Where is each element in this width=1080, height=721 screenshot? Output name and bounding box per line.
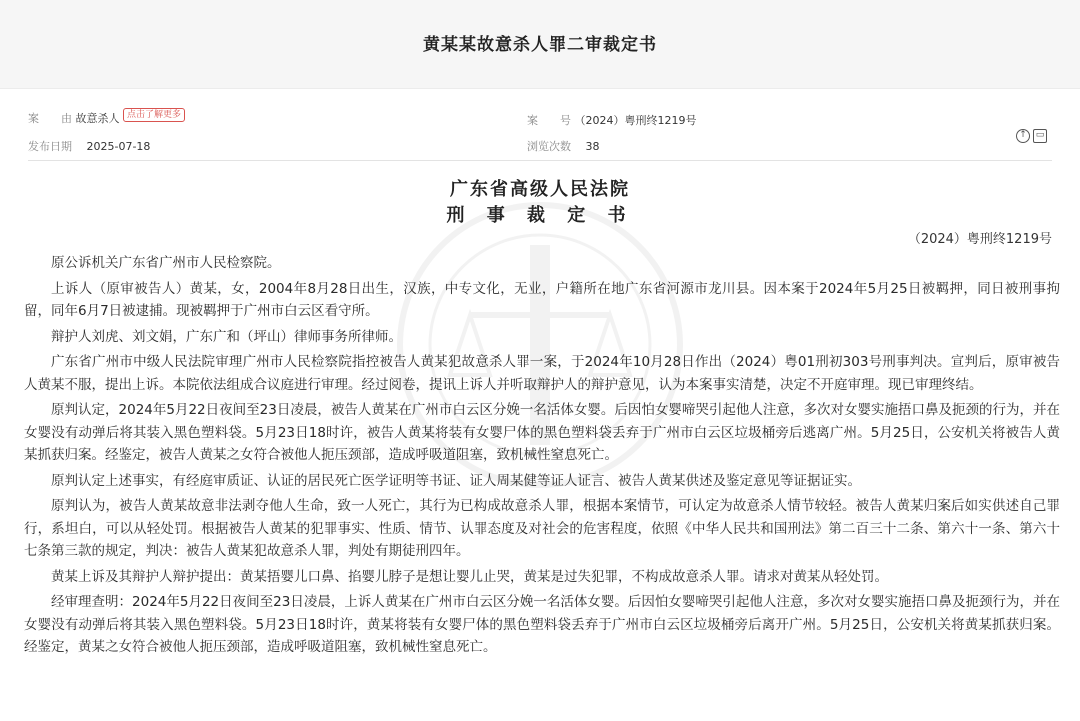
meta-cause — [28, 110, 185, 127]
document-type: 刑 事 裁 定 书 — [446, 205, 634, 226]
caseno-label: 案 号 — [527, 114, 571, 127]
printer-icon[interactable]: ▭ — [1033, 129, 1047, 143]
views-value: 38 — [585, 140, 600, 153]
views-label: 浏览次数 — [527, 140, 571, 153]
caseno-value: （2024）粤刑终1219号 — [574, 114, 697, 127]
meta-caseno — [527, 112, 697, 128]
paragraph: 上诉人（原审被告人）黄某，女，2004年8月28日出生，汉族，中专文化，无业，户籍所在地广东省河源市龙川县。因本案于2024年5月25日被羁押，同日被刑事拘留，同年6月7日被逮捕。现被羁押于广州市白云区看守所。 — [24, 280, 1060, 319]
cause-label: 案 由 — [28, 112, 72, 125]
paragraph: 原判认为，被告人黄某故意非法剥夺他人生命，致一人死亡，其行为已构成故意杀人罪，根据本案情节，可认定为故意杀人情节较轻。被告人黄某归案后如实供述自己罪行，系坦白，可以从轻处罚。根据被告人黄某的犯罪事实、性质、情节、认罪态度及对社会的危害程度，依照《中华人民共和国刑法》第二百三十二条、第六十一条、第六十七条第三款的规定，判决：被告人黄某犯故意杀人罪，判处有期徒刑四年。 — [24, 498, 1060, 559]
case-number: （2024）粤刑终1219号 — [907, 232, 1052, 247]
paragraph: 原判认定，2024年5月22日夜间至23日凌晨，被告人黄某在广州市白云区分娩一名活体女婴。后因怕女婴啼哭引起他人注意，多次对女婴实施捂口鼻及扼颈的行为，并在女婴没有动弹后将其装入黑色塑料袋。5月23日18时许，被告人黄某将装有女婴尸体的黑色塑料袋丢弃于广州市白云区垃圾桶旁后逃离广州。5月25日，公安机关将被告人黄某抓获归案。经鉴定，被告人黄某之女符合被他人扼压颈部，造成呼吸道阻塞，致机械性窒息死亡。 — [24, 402, 1060, 463]
meta-views — [527, 138, 600, 154]
paragraph: 广东省广州市中级人民法院审理广州市人民检察院指控被告人黄某犯故意杀人罪一案，于2024年10月28日作出（2024）粤01刑初303号刑事判决。宣判后，原审被告人黄某不服，提出上诉。本院依法组成合议庭进行审理。经过阅卷，提讯上诉人并听取辩护人的辩护意见，认为本案事实清楚，决定不开庭审理。现已审理终结。 — [24, 354, 1060, 393]
paragraph: 原公诉机关广东省广州市人民检察院。 — [51, 255, 281, 271]
paragraph: 黄某上诉及其辩护人辩护提出：黄某捂婴儿口鼻、掐婴儿脖子是想让婴儿止哭，黄某是过失犯罪，不构成故意杀人罪。请求对黄某从轻处罚。 — [51, 568, 888, 585]
divider — [28, 160, 1052, 161]
court-name: 广东省高级人民法院 — [450, 179, 630, 200]
cause-value: 故意杀人 — [75, 112, 120, 125]
share-icon[interactable]: ↑ — [1016, 129, 1030, 143]
meta-date — [28, 138, 150, 154]
paragraph: 辩护人刘虎、刘文娟，广东广和（坪山）律师事务所律师。 — [51, 328, 402, 345]
date-value: 2025-07-18 — [86, 140, 151, 153]
paragraph: 经审理查明：2024年5月22日夜间至23日凌晨，上诉人黄某在广州市白云区分娩一名活体女婴。后因怕女婴啼哭引起他人注意，多次对女婴实施捂口鼻及扼颈行为，并在女婴没有动弹后将其装入黑色塑料袋。5月23日18时许，黄某将装有女婴尸体的黑色塑料袋丢弃于广州市白云区垃圾桶旁后离开广州。5月25日，公安机关将黄某抓获归案。经鉴定，黄某之女符合被他人扼压颈部，造成呼吸道阻塞，致机械性窒息死亡。 — [24, 594, 1060, 655]
date-label: 发布日期 — [28, 140, 72, 153]
page-title: 黄某某故意杀人罪二审裁定书 — [423, 35, 657, 55]
learn-more-link[interactable]: 点击了解更多 — [123, 108, 185, 122]
document-body — [24, 252, 1060, 659]
toolbar-icons — [1016, 122, 1050, 143]
paragraph: 原判认定上述事实，有经庭审质证、认证的居民死亡医学证明等书证、证人周某健等证人证言、被告人黄某供述及鉴定意见等证据证实。 — [51, 472, 861, 489]
